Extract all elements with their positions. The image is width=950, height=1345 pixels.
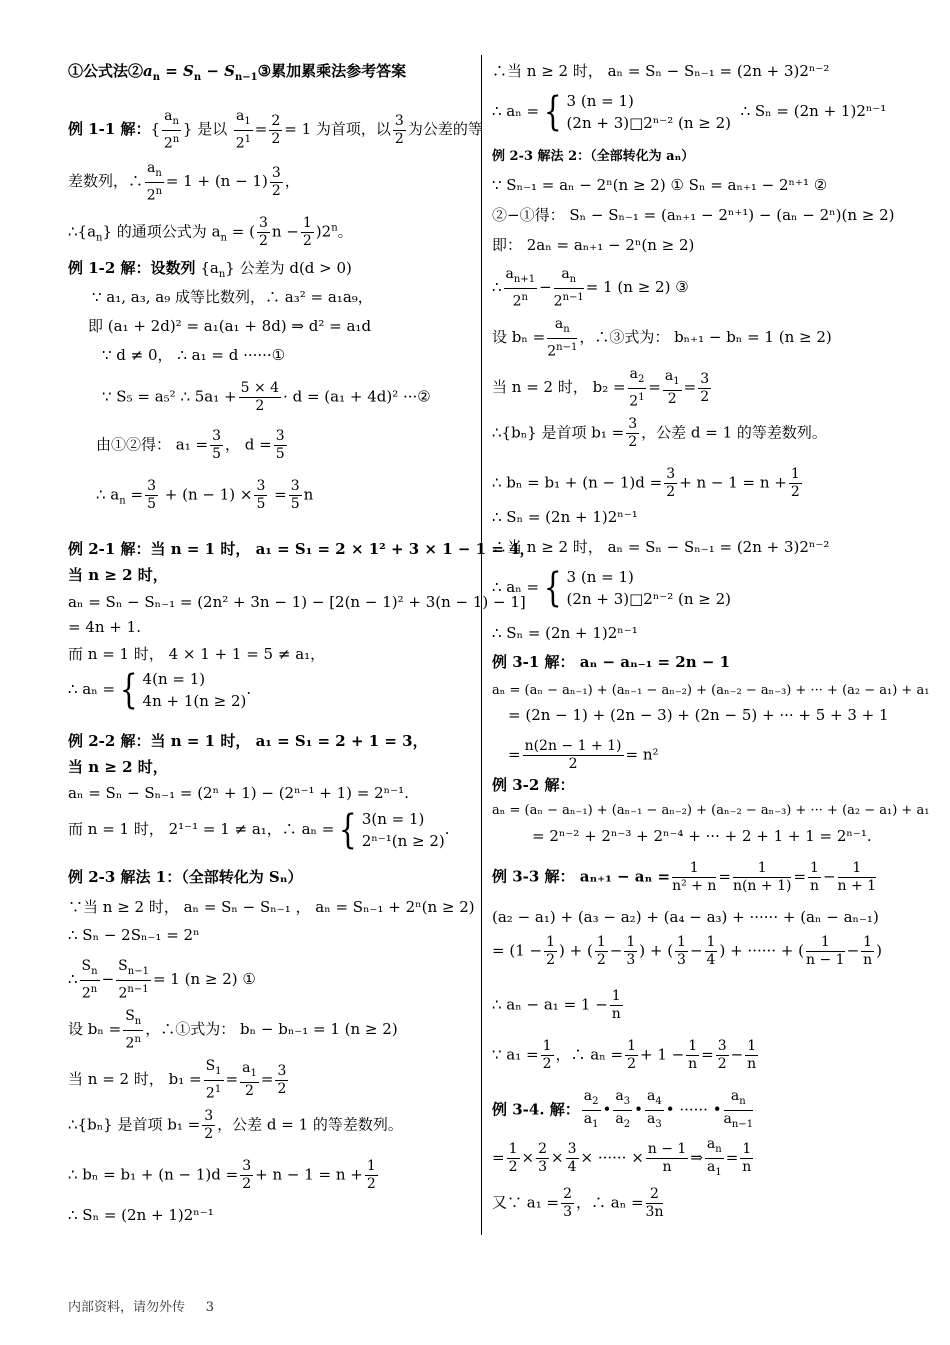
example-3-3-line-4: ∴ aₙ − a₁ = 1 − $\frac{1}{n}$ (492, 988, 621, 1022)
example-3-1-line-3: = (2n − 1) + (2n − 3) + (2n − 5) + ··· + 5 + 3 + 1 (508, 706, 889, 724)
right-line-4: ∵ Sₙ₋₁ = aₙ − 2ⁿ(n ≥ 2) ① Sₙ = aₙ₊₁ − 2ⁿ⁺¹ ② (492, 176, 828, 194)
example-1-2-line-1: ∵ a₁, a₃, a₉ 成等比数列，∴ a₃² = a₁a₉， (92, 288, 373, 306)
right-line-8: 设 bₙ = $\frac{a_n}{2^{n-1}}$ ，∴③式为： bₙ₊₁ − bₙ = 1 (n ≥ 2) (492, 316, 832, 360)
right-line-5: ②−①得： Sₙ − Sₙ₋₁ = (aₙ₊₁ − 2ⁿ⁺¹) − (aₙ − 2ⁿ)(n ≥ 2) (492, 206, 895, 224)
example-1-2-line-3: ∵ d ≠ 0， ∴ a₁ = d ······① (102, 346, 286, 364)
example-2-3-line-4: 设 bₙ = $\frac{S_n}{2^n}$ ，∴①式为： bₙ − bₙ₋₁ = 1 (n ≥ 2) (68, 1008, 398, 1052)
example-3-1-line-4: = $\frac{n(2n - 1 + 1)}{2}$ = n² (508, 738, 659, 772)
right-line-13: ∴当 n ≥ 2 时， aₙ = Sₙ − Sₙ₋₁ = (2n + 3)2ⁿ⁻² (492, 538, 830, 556)
example-1-2-header: 例 1-2 解：设数列 $\{a_n\}$ 公差为 d(d > 0) (68, 259, 352, 280)
example-3-4-line-2: = $\frac{1}{2}$ × $\frac{2}{3}$ × $\frac{3}{4}$ × ······ × $\frac{n - 1}{n}$ ⇒ $\frac{a_n}{a_1}$ = $\frac{1}{n}$ (492, 1136, 752, 1178)
example-3-3-line-1: 例 3-3 解： aₙ₊₁ − aₙ = $\frac{1}{\text{n² + n}}$ = $\frac{1}{n(n + 1)}$ = $\frac{1}{n}$ − $\frac{1}{n + 1}$ (492, 860, 877, 894)
example-2-3-method-1-header: 例 2-3 解法 1：（全部转化为 Sₙ） (68, 868, 303, 886)
example-2-1-line-5: 而 n = 1 时， 4 × 1 + 1 = 5 ≠ a₁， (68, 645, 326, 663)
example-2-1-line-2: 当 n ≥ 2 时， (68, 566, 168, 584)
example-1-2-line-5: 由①②得： a₁ = $\frac{3}{5}$ ， d = $\frac{3}{5}$ (96, 428, 285, 462)
example-3-2-line-2: aₙ = (aₙ − aₙ₋₁) + (aₙ₋₁ − aₙ₋₂) + (aₙ₋₂ − aₙ₋₃) + ··· + (a₂ − a₁) + a₁ (492, 803, 930, 818)
example-2-1-line-6: ∴ aₙ = { 4(n = 1) 4n + 1(n ≥ 2) . (68, 667, 252, 713)
example-2-2-line-2: 当 n ≥ 2 时， (68, 758, 168, 776)
example-2-3-method-2-header: 例 2-3 解法 2：（全部转化为 aₙ） (492, 149, 695, 164)
example-1-1-line-1: 例 1-1 解：{ $\frac{a_n}{2^n}$ } 是以 $\frac{a_1}{2^1}$ = $\frac{2}{2}$ = 1 为首项，以 $\frac{3}{2}$ 为公差的等 (68, 108, 483, 152)
example-1-1-line-2: 差数列，∴ $\frac{a_n}{2^n}$ = 1 + (n − 1) $\frac{3}{2}$ ， (68, 160, 300, 204)
right-line-12: ∴ Sₙ = (2n + 1)2ⁿ⁻¹ (492, 508, 638, 526)
example-2-3-line-7: ∴ bₙ = b₁ + (n − 1)d = $\frac{3}{2}$ + n − 1 = n + $\frac{1}{2}$ (68, 1158, 376, 1192)
example-2-2-line-4: 而 n = 1 时， 2¹⁻¹ = 1 ≠ a₁，∴ aₙ = { 3(n = 1) 2ⁿ⁻¹(n ≥ 2) . (68, 807, 450, 853)
example-3-1-line-2: aₙ = (aₙ − aₙ₋₁) + (aₙ₋₁ − aₙ₋₂) + (aₙ₋₂ − aₙ₋₃) + ··· + (a₂ − a₁) + a₁ (492, 683, 930, 698)
example-3-2-line-3: = 2ⁿ⁻² + 2ⁿ⁻³ + 2ⁿ⁻⁴ + ··· + 2 + 1 + 1 = 2ⁿ⁻¹. (532, 827, 872, 845)
example-2-3-line-8: ∴ Sₙ = (2n + 1)2ⁿ⁻¹ (68, 1206, 214, 1224)
right-line-11: ∴ bₙ = b₁ + (n − 1)d = $\frac{3}{2}$ + n − 1 = n + $\frac{1}{2}$ (492, 466, 800, 500)
right-line-10: ∴{bₙ} 是首项 b₁ = $\frac{3}{2}$ ，公差 d = 1 的等差数列。 (492, 416, 827, 450)
column-divider (481, 55, 482, 1235)
page-footer (68, 1296, 214, 1315)
section-title: ①公式法$②a_n = S_n$ − $S_{n-1}③$累加累乘法参考答案 (68, 62, 407, 83)
example-1-1-conclusion: $\therefore\{a_n\}$ 的通项公式为 $a_n$ = ( $\frac{3}{2}$ n − $\frac{1}{2}$ )2$^n$。 (68, 215, 353, 249)
example-2-2-line-1: 例 2-2 解：当 n = 1 时， a₁ = S₁ = 2 + 1 = 3， (68, 732, 428, 750)
example-1-2-line-4: ∵ S₅ = a₅² ∴ 5a₁ + $\frac{5 \times 4}{2}$ · d = (a₁ + 4d)² ···② (102, 380, 431, 414)
example-2-2-line-3: aₙ = Sₙ − Sₙ₋₁ = (2ⁿ + 1) − (2ⁿ⁻¹ + 1) = 2ⁿ⁻¹. (68, 784, 409, 802)
example-3-2-header: 例 3-2 解： (492, 776, 575, 794)
example-2-3-line-2: ∴ Sₙ − 2Sₙ₋₁ = 2ⁿ (68, 926, 200, 944)
example-2-3-line-1: ∵当 n ≥ 2 时， aₙ = Sₙ − Sₙ₋₁ ， aₙ = Sₙ₋₁ + 2ⁿ(n ≥ 2) (68, 898, 475, 916)
example-3-3-line-2: (a₂ − a₁) + (a₃ − a₂) + (a₄ − a₃) + ······ + (aₙ − aₙ₋₁) (492, 908, 879, 926)
right-line-6: 即： 2aₙ = aₙ₊₁ − 2ⁿ(n ≥ 2) (492, 236, 695, 254)
example-3-1-header: 例 3-1 解： aₙ − aₙ₋₁ = 2n − 1 (492, 653, 731, 671)
example-3-3-line-5: ∵ a₁ = $\frac{1}{2}$ ，∴ aₙ = $\frac{1}{2}$ + 1 − $\frac{1}{n}$ = $\frac{3}{2}$ − $\frac{1}{n}$ (492, 1038, 757, 1072)
right-line-1: ∴当 n ≥ 2 时， aₙ = Sₙ − Sₙ₋₁ = (2n + 3)2ⁿ⁻² (492, 62, 830, 80)
example-2-1-line-4: = 4n + 1. (68, 618, 141, 636)
example-2-1-line-1: 例 2-1 解：当 n = 1 时， a₁ = S₁ = 2 × 1² + 3 × 1 − 1 = 4， (68, 540, 535, 558)
example-3-4-line-1: 例 3-4. 解： $\frac{a_2}{a_1}$ • $\frac{a_3}{a_2}$ • $\frac{a_4}{a_3}$ • ······ • $\frac{a_n}{a_{n-1}}$ (492, 1088, 754, 1130)
example-2-3-line-3: ∴ $\frac{S_n}{2^n}$ − $\frac{S_{n-1}}{2^{n-1}}$ = 1 (n ≥ 2) ① (68, 958, 256, 1002)
example-2-3-line-6: ∴{bₙ} 是首项 b₁ = $\frac{3}{2}$ ，公差 d = 1 的等差数列。 (68, 1108, 403, 1142)
right-line-7: ∴ $\frac{a_{n+1}}{2^n}$ − $\frac{a_n}{2^{n-1}}$ = 1 (n ≥ 2) ③ (492, 266, 689, 310)
example-3-3-line-3: = (1 − $\frac{1}{2}$ ) + ( $\frac{1}{2}$ − $\frac{1}{3}$ ) + ( $\frac{1}{3}$ − $\frac{1}{4}$ ) + ······ + ( $\frac{1}{n - 1}$ − $\frac{1}{n}$ ) (492, 934, 882, 968)
page-number: 3 (205, 1300, 214, 1315)
right-line-2: ∴ aₙ = { 3 (n = 1) (2n + 3)□2ⁿ⁻² (n ≥ 2) ∴ Sₙ = (2n + 1)2ⁿ⁻¹ (492, 89, 887, 135)
right-line-14: ∴ aₙ = { 3 (n = 1) (2n + 3)□2ⁿ⁻² (n ≥ 2) (492, 565, 732, 611)
example-3-4-line-3: 又∵ a₁ = $\frac{2}{3}$ ，∴ aₙ = $\frac{2}{3n}$ (492, 1186, 664, 1220)
example-1-2-line-2: 即 (a₁ + 2d)² = a₁(a₁ + 8d) ⇒ d² = a₁d (88, 317, 372, 335)
right-line-15: ∴ Sₙ = (2n + 1)2ⁿ⁻¹ (492, 624, 638, 642)
example-2-1-line-3: aₙ = Sₙ − Sₙ₋₁ = (2n² + 3n − 1) − [2(n − 1)² + 3(n − 1) − 1] (68, 593, 526, 611)
example-2-3-line-5: 当 n = 2 时， b₁ = $\frac{S_1}{2^1}$ = $\frac{a_1}{2}$ = $\frac{3}{2}$ (68, 1058, 287, 1102)
right-line-9: 当 n = 2 时， b₂ = $\frac{a_2}{2^1}$ = $\frac{a_1}{2}$ = $\frac{3}{2}$ (492, 366, 710, 410)
footer-text: 内部资料，请勿外传 (68, 1300, 186, 1315)
example-1-2-line-6: ∴ $a_n$ = $\frac{3}{5}$ + (n − 1) × $\frac{3}{5}$ = $\frac{3}{5}$ n (96, 478, 314, 512)
